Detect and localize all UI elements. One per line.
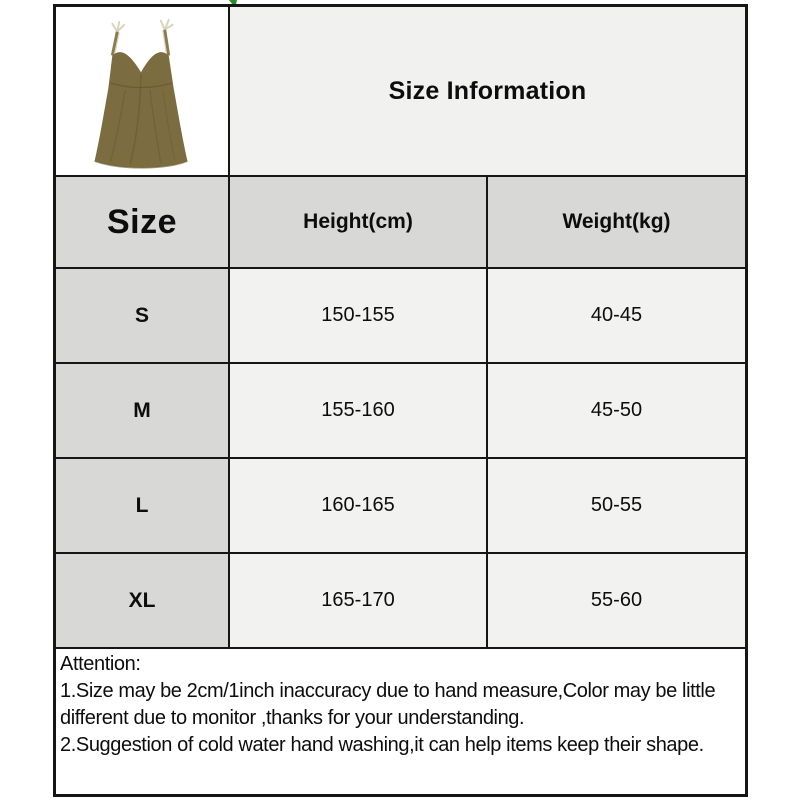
attention-heading: Attention:	[60, 653, 141, 675]
dress-image	[56, 8, 228, 174]
size-label: L	[56, 459, 230, 552]
weight-value: 45-50	[488, 364, 745, 457]
height-value: 150-155	[230, 269, 488, 362]
product-image-cell	[56, 7, 230, 175]
column-header-row	[56, 177, 745, 269]
height-value: 155-160	[230, 364, 488, 457]
size-information-table	[53, 4, 748, 797]
attention-note-2: 2.Suggestion of cold water hand washing,it can help items keep their shape.	[60, 734, 704, 756]
size-label: XL	[56, 554, 230, 647]
table-row-m	[56, 364, 745, 459]
column-header-weight: Weight(kg)	[488, 177, 745, 267]
height-value: 160-165	[230, 459, 488, 552]
size-label: M	[56, 364, 230, 457]
column-header-size: Size	[56, 177, 230, 267]
table-title: Size Information	[230, 7, 745, 175]
table-row-l	[56, 459, 745, 554]
title-row	[56, 7, 745, 177]
weight-value: 50-55	[488, 459, 745, 552]
table-row-xl	[56, 554, 745, 649]
height-value: 165-170	[230, 554, 488, 647]
weight-value: 40-45	[488, 269, 745, 362]
size-label: S	[56, 269, 230, 362]
column-header-height: Height(cm)	[230, 177, 488, 267]
weight-value: 55-60	[488, 554, 745, 647]
table-row-s	[56, 269, 745, 364]
attention-note-1: 1.Size may be 2cm/1inch inaccuracy due to hand measure,Color may be little different due to monitor ,thanks for your understanding.	[60, 680, 716, 729]
attention-section	[56, 649, 745, 794]
